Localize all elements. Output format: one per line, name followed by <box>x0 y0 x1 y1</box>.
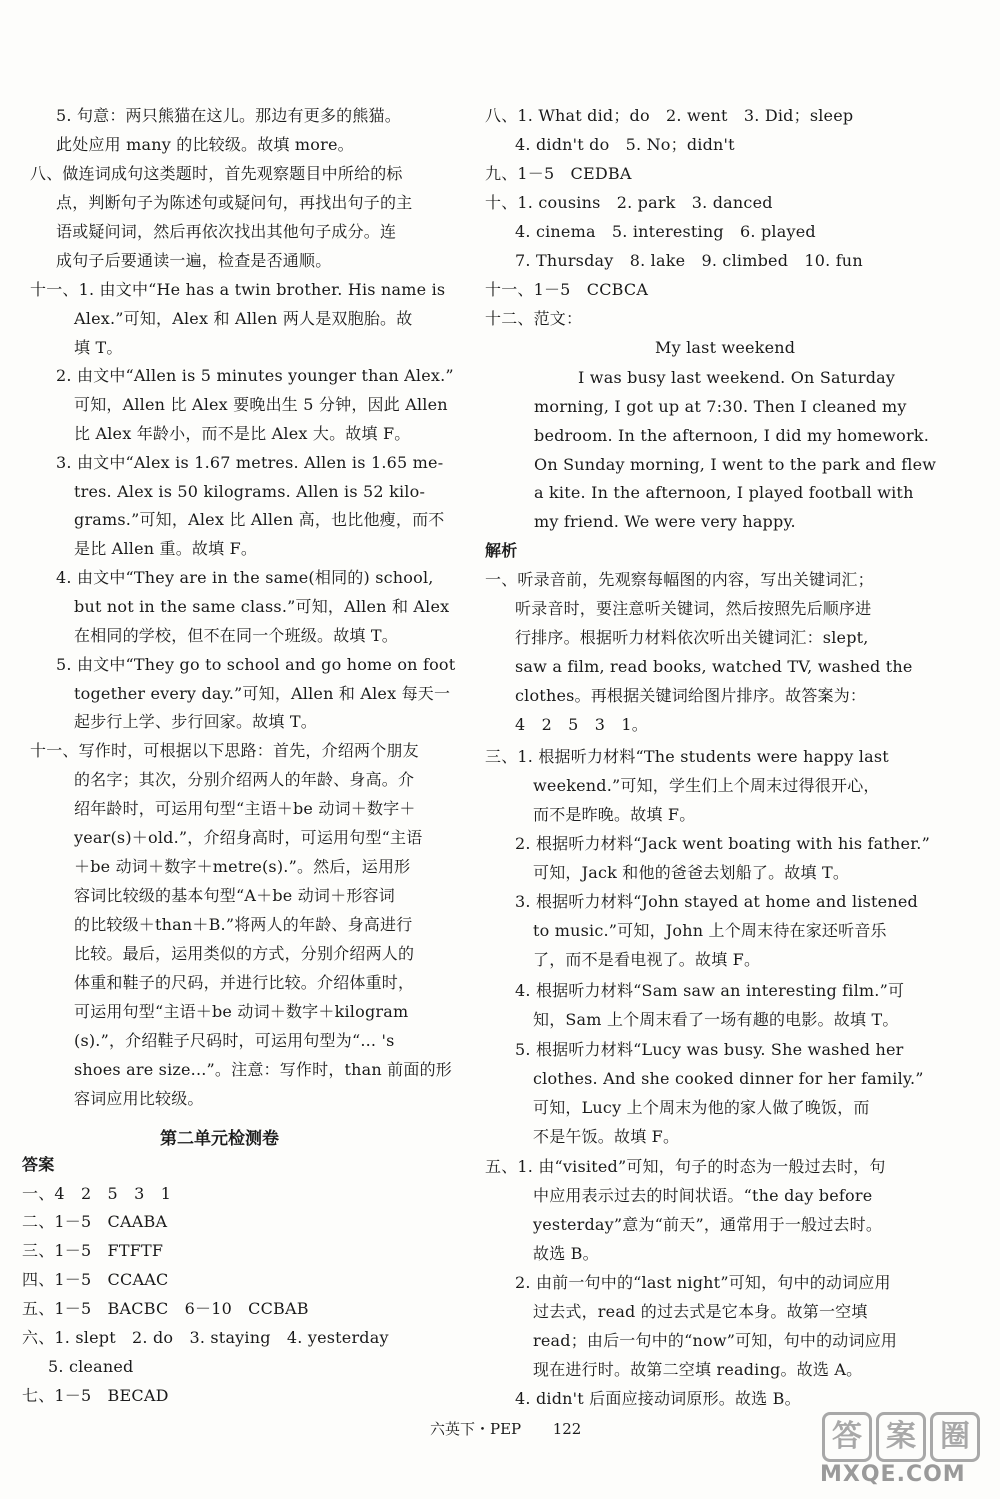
watermark-site: MXQE.COM <box>820 1462 966 1487</box>
text-line: 六、1. slept 2. do 3. staying 4. yesterday <box>22 1328 389 1347</box>
text-line: 十、1. cousins 2. park 3. danced <box>485 193 773 212</box>
text-line: 现在进行时。故第二空填 reading。故选 A。 <box>533 1360 863 1379</box>
text-line: read；由后一句中的“now”可知，句中的动词应用 <box>533 1331 898 1350</box>
section-heading: 第二单元检测卷 <box>160 1129 279 1149</box>
text-line: year(s)＋old.”，介绍身高时，可运用句型“主语 <box>74 828 423 847</box>
text-line: 五、1－5 BACBC 6－10 CCBAB <box>22 1299 309 1318</box>
text-line: 起步行上学、步行回家。故填 T。 <box>74 712 317 731</box>
text-line: 故选 B。 <box>533 1244 599 1263</box>
text-line: 5. 句意：两只熊猫在这儿。那边有更多的熊猫。 <box>56 106 401 125</box>
text-line: 3. 由文中“Alex is 1.67 metres. Allen is 1.65 me- <box>56 453 444 472</box>
watermark-glyph: 案 <box>876 1412 926 1462</box>
text-line: grams.”可知，Alex 比 Allen 高，也比他瘦，而不 <box>74 510 445 529</box>
text-line: tres. Alex is 50 kilograms. Allen is 52 kilo- <box>74 482 426 501</box>
text-line: 2. 根据听力材料“Jack went boating with his father.” <box>515 834 930 853</box>
text-line: 答案 <box>22 1155 55 1174</box>
text-line: 在相同的学校，但不在同一个班级。故填 T。 <box>74 626 398 645</box>
text-line: 2. 由前一句中的“last night”可知，句中的动词应用 <box>515 1273 891 1292</box>
text-line: 十一、1. 由文中“He has a twin brother. His name is <box>30 280 446 299</box>
page-number: 122 <box>552 1420 582 1438</box>
text-line: 填 T。 <box>74 338 123 357</box>
text-line: 知，Sam 上个周末看了一场有趣的电影。故填 T。 <box>533 1010 899 1029</box>
watermark-glyph: 圈 <box>930 1412 980 1462</box>
text-line: 一、听录音前，先观察每幅图的内容，写出关键词汇； <box>485 570 874 589</box>
text-line: 的名字；其次，分别介绍两人的年龄、身高。介 <box>74 770 415 789</box>
text-line: 而不是昨晚。故填 F。 <box>533 805 696 824</box>
text-line: 语或疑问词，然后再依次找出其他句子成分。连 <box>56 222 397 241</box>
text-line: 点，判断句子为陈述句或疑问句，再找出句子的主 <box>56 193 413 212</box>
text-line: my friend. We were very happy. <box>534 512 796 531</box>
text-line: 过去式，read 的过去式是它本身。故第一空填 <box>533 1302 868 1321</box>
text-line: 5. 由文中“They go to school and go home on foot <box>56 655 456 674</box>
text-line: 中应用表示过去的时间状语。“the day before <box>533 1186 873 1205</box>
text-line: I was busy last weekend. On Saturday <box>578 368 896 387</box>
text-line: 是比 Allen 重。故填 F。 <box>74 539 258 558</box>
text-line: ＋be 动词＋数字＋metre(s).”。然后，运用形 <box>74 857 411 876</box>
watermark-glyph: 答 <box>822 1412 872 1462</box>
text-line: 四、1－5 CCAAC <box>22 1270 169 1289</box>
text-line: 二、1－5 CAABA <box>22 1212 168 1231</box>
text-line: bedroom. In the afternoon, I did my homework. <box>534 426 929 445</box>
text-line: 可运用句型“主语＋be 动词＋数字＋kilogram <box>74 1002 409 1021</box>
text-line: shoes are size...”。注意：写作时，than 前面的形 <box>74 1060 452 1079</box>
text-line: 4. 根据听力材料“Sam saw an interesting film.”可 <box>515 981 905 1000</box>
text-line: Alex.”可知，Alex 和 Allen 两人是双胞胎。故 <box>74 309 413 328</box>
text-line: a kite. In the afternoon, I played football with <box>534 483 914 502</box>
text-line: (s).”，介绍鞋子尺码时，可运用句型为“... 's <box>74 1031 395 1050</box>
text-line: 成句子后要通读一遍，检查是否通顺。 <box>56 251 332 270</box>
text-line: 4. didn't 后面应接动词原形。故选 B。 <box>515 1389 801 1408</box>
text-line: 八、1. What did；do 2. went 3. Did；sleep <box>485 106 854 125</box>
text-line: 4. didn't do 5. No；didn't <box>515 135 735 154</box>
text-line: 不是午饭。故填 F。 <box>533 1127 680 1146</box>
text-line: 十二、范文： <box>485 309 583 328</box>
text-line: 比较。最后，运用类似的方式，分别介绍两人的 <box>74 944 415 963</box>
text-line: clothes. And she cooked dinner for her family.” <box>533 1069 924 1088</box>
text-line: 2. 由文中“Allen is 5 minutes younger than Alex.” <box>56 366 454 385</box>
text-line: 4. 由文中“They are in the same(相同的) school, <box>56 568 434 587</box>
text-line: 十一、写作时，可根据以下思路：首先，介绍两个朋友 <box>30 741 419 760</box>
text-line: 5. 根据听力材料“Lucy was busy. She washed her <box>515 1040 904 1059</box>
text-line: 此处应用 many 的比较级。故填 more。 <box>56 135 354 154</box>
text-line: 可知，Lucy 上个周末为他的家人做了晚饭，而 <box>533 1098 870 1117</box>
text-line: 7. Thursday 8. lake 9. climbed 10. fun <box>515 251 863 270</box>
text-line: to music.”可知，John 上个周末待在家还听音乐 <box>533 921 887 940</box>
text-line: 了，而不是看电视了。故填 F。 <box>533 950 761 969</box>
text-line: 容词比较级的基本句型“A＋be 动词＋形容词 <box>74 886 395 905</box>
text-line: 解析 <box>485 541 518 560</box>
text-line: 的比较级＋than＋B.”将两人的年龄、身高进行 <box>74 915 413 934</box>
text-line: 4. cinema 5. interesting 6. played <box>515 222 816 241</box>
text-line: 容词应用比较级。 <box>74 1089 204 1108</box>
text-line: 绍年龄时，可运用句型“主语＋be 动词＋数字＋ <box>74 799 416 818</box>
text-line: My last weekend <box>655 338 796 357</box>
text-line: 三、1－5 FTFTF <box>22 1241 164 1260</box>
text-line: saw a film, read books, watched TV, washed the <box>515 657 913 676</box>
text-line: morning, I got up at 7:30. Then I cleaned my <box>534 397 907 416</box>
text-line: 三、1. 根据听力材料“The students were happy last <box>485 747 889 766</box>
text-line: 3. 根据听力材料“John stayed at home and listened <box>515 892 918 911</box>
text-line: 比 Alex 年龄小，而不是比 Alex 大。故填 F。 <box>74 424 411 443</box>
text-line: clothes。再根据关键词给图片排序。故答案为： <box>515 686 867 705</box>
text-line: 九、1－5 CEDBA <box>485 164 632 183</box>
text-line: but not in the same class.”可知，Allen 和 Alex <box>74 597 450 616</box>
text-line: together every day.”可知，Allen 和 Alex 每天一 <box>74 684 451 703</box>
text-line: On Sunday morning, I went to the park and flew <box>534 455 937 474</box>
text-line: 体重和鞋子的尺码，并进行比较。介绍体重时， <box>74 973 415 992</box>
text-line: 五、1. 由“visited”可知，句子的时态为一般过去时，句 <box>485 1157 886 1176</box>
footer-label: 六英下・PEP <box>430 1420 522 1438</box>
text-line: 可知，Jack 和他的爸爸去划船了。故填 T。 <box>533 863 850 882</box>
text-line: 听录音时，要注意听关键词，然后按照先后顺序进 <box>515 599 872 618</box>
text-line: 行排序。根据听力材料依次听出关键词汇：slept, <box>515 628 869 647</box>
text-line: 可知，Allen 比 Alex 要晚出生 5 分钟，因此 Allen <box>74 395 448 414</box>
text-line: 一、4 2 5 3 1 <box>22 1184 172 1203</box>
text-line: 十一、1－5 CCBCA <box>485 280 649 299</box>
text-line: weekend.”可知，学生们上个周末过得很开心， <box>533 776 880 795</box>
text-line: 4 2 5 3 1。 <box>515 715 648 734</box>
text-line: 七、1－5 BECAD <box>22 1386 169 1405</box>
text-line: 5. cleaned <box>48 1357 134 1376</box>
text-line: 八、做连词成句这类题时，首先观察题目中所给的标 <box>30 164 403 183</box>
text-line: yesterday”意为“前天”，通常用于一般过去时。 <box>533 1215 883 1234</box>
